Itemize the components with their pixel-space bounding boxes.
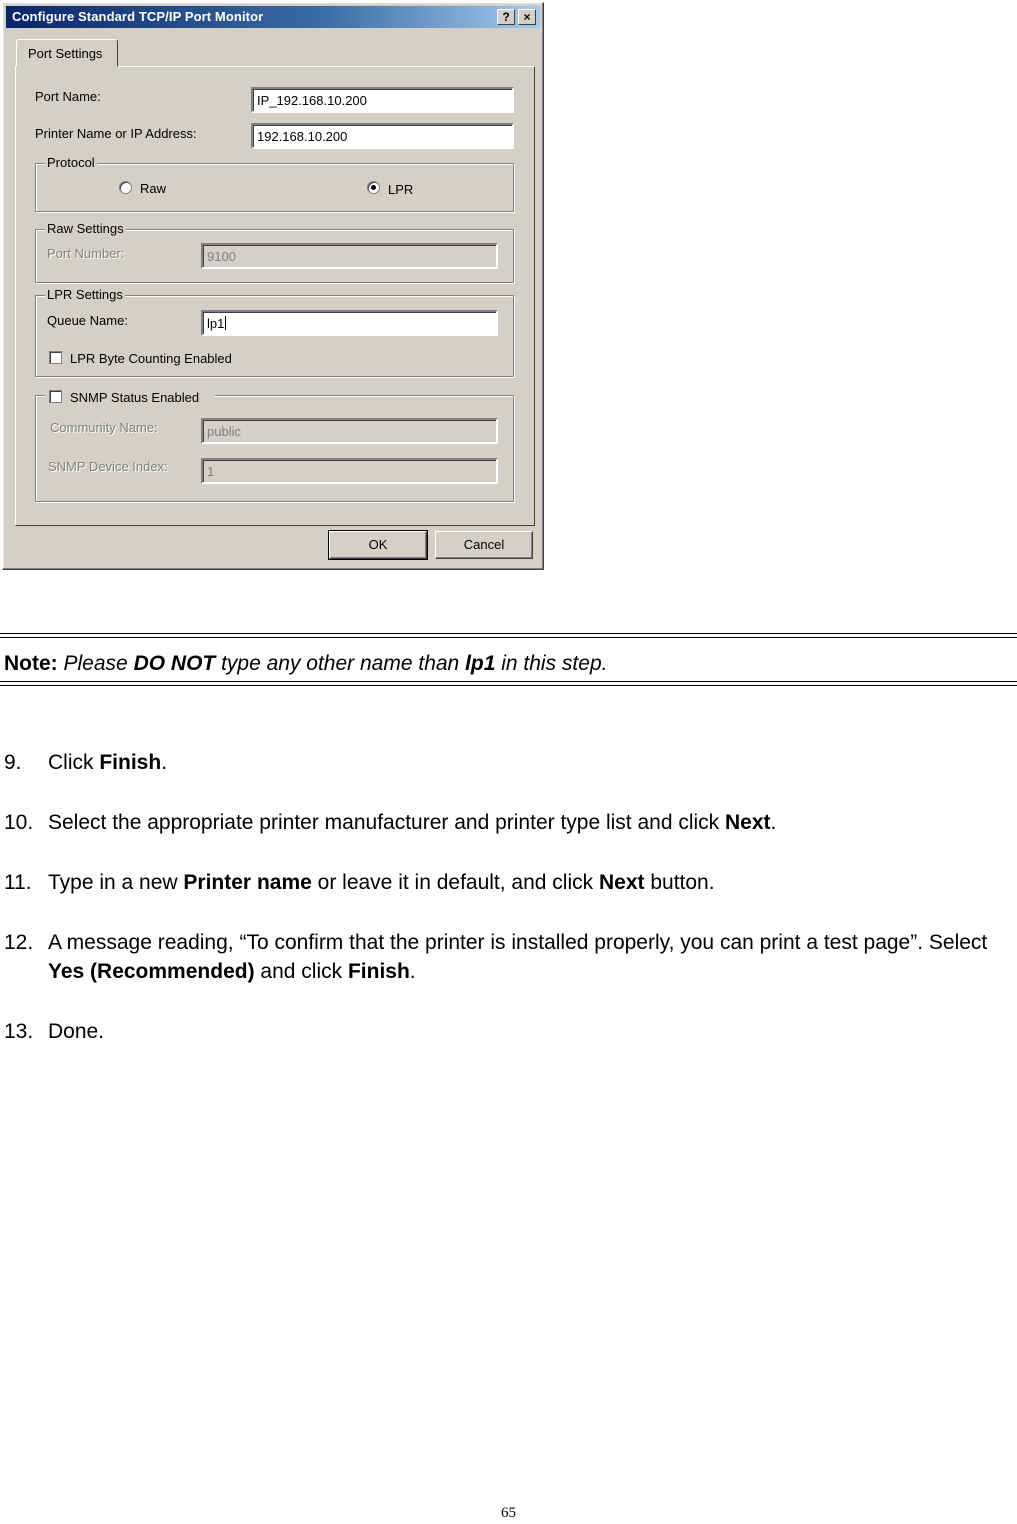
port-number-label: Port Number: bbox=[47, 246, 125, 261]
step-number: 11. bbox=[4, 871, 32, 894]
step-text-part: . bbox=[409, 960, 416, 983]
snmp-group bbox=[35, 395, 514, 502]
note-text bbox=[4, 652, 607, 676]
step-text bbox=[48, 808, 1017, 837]
port-name-label: Port Name: bbox=[35, 89, 101, 104]
lpr-radio[interactable] bbox=[367, 181, 380, 194]
help-button[interactable]: ? bbox=[497, 9, 515, 25]
snmp-enabled-checkbox[interactable] bbox=[49, 390, 62, 403]
step-text-part: . bbox=[161, 751, 168, 774]
port-name-input[interactable]: IP_192.168.10.200 bbox=[251, 87, 514, 113]
step-text bbox=[48, 928, 1017, 986]
note-part-1: Please bbox=[57, 652, 134, 675]
step-text-part: button. bbox=[644, 871, 715, 894]
community-name-input: public bbox=[201, 418, 498, 444]
step-emph: Printer name bbox=[183, 871, 312, 894]
title-bar bbox=[6, 6, 540, 28]
step-text bbox=[48, 1017, 1017, 1046]
close-button[interactable]: × bbox=[518, 9, 536, 25]
lpr-radio-label: LPR bbox=[388, 182, 414, 197]
step-number: 10. bbox=[4, 811, 34, 834]
step-text-part: Select the appropriate printer manufacturer and printer type list and click bbox=[48, 811, 726, 834]
protocol-legend: Protocol bbox=[47, 155, 95, 170]
note-part-3: in this step. bbox=[495, 652, 608, 675]
note-emph-2: lp1 bbox=[465, 652, 496, 675]
queue-name-label: Queue Name: bbox=[47, 313, 128, 328]
note-emph-1: DO NOT bbox=[133, 652, 216, 675]
note-rule-bottom-2 bbox=[0, 685, 1017, 686]
step-text bbox=[48, 748, 1017, 777]
step-emph: Finish bbox=[347, 960, 410, 983]
raw-radio[interactable] bbox=[119, 181, 132, 194]
queue-name-value: lp1 bbox=[207, 316, 225, 331]
snmp-enabled-label: SNMP Status Enabled bbox=[70, 390, 200, 405]
step-number: 13. bbox=[4, 1020, 34, 1043]
raw-radio-label: Raw bbox=[140, 181, 167, 196]
note-rule-top-1 bbox=[0, 633, 1017, 634]
cancel-button[interactable]: Cancel bbox=[435, 531, 533, 559]
step-number: 12. bbox=[4, 931, 34, 954]
text-caret bbox=[225, 316, 226, 330]
note-part-2: type any other name than bbox=[215, 652, 466, 675]
community-name-label: Community Name: bbox=[50, 420, 158, 435]
step-emph: Next bbox=[598, 871, 645, 894]
printer-address-input[interactable]: 192.168.10.200 bbox=[251, 123, 514, 149]
byte-counting-checkbox[interactable] bbox=[49, 351, 62, 364]
page-number: 65 bbox=[501, 1505, 516, 1521]
step-emph: Next bbox=[725, 811, 771, 834]
tab-port-settings[interactable]: Port Settings bbox=[16, 39, 118, 67]
step-text-part: or leave it in default, and click bbox=[311, 871, 599, 894]
note-prefix: Note: bbox=[4, 652, 58, 675]
lpr-settings-legend: LPR Settings bbox=[47, 287, 123, 302]
step-text-part: and click bbox=[254, 960, 348, 983]
raw-settings-legend: Raw Settings bbox=[47, 221, 124, 236]
printer-address-label: Printer Name or IP Address: bbox=[35, 126, 197, 141]
port-number-input: 9100 bbox=[201, 243, 498, 269]
byte-counting-label: LPR Byte Counting Enabled bbox=[70, 351, 232, 366]
note-rule-top-2 bbox=[0, 637, 1017, 638]
radio-selected-dot bbox=[371, 185, 376, 190]
step-text-part: . bbox=[770, 811, 777, 834]
step-text-part: Done. bbox=[48, 1020, 105, 1043]
step-text-part: A message reading, “To confirm that the printer is installed properly, you can print a test page”. Select bbox=[48, 931, 988, 954]
dialog-title: Configure Standard TCP/IP Port Monitor bbox=[12, 9, 264, 24]
step-text bbox=[48, 868, 1017, 897]
step-emph: Finish bbox=[99, 751, 162, 774]
protocol-group bbox=[35, 155, 514, 212]
tcpip-port-dialog bbox=[2, 2, 544, 570]
step-text-part: Type in a new bbox=[48, 871, 184, 894]
step-text-part: Click bbox=[48, 751, 100, 774]
step-number: 9. bbox=[4, 751, 22, 774]
note-rule-bottom-1 bbox=[0, 681, 1017, 682]
ok-button[interactable]: OK bbox=[329, 531, 427, 559]
step-emph: Yes (Recommended) bbox=[48, 960, 255, 983]
device-index-label: SNMP Device Index: bbox=[48, 459, 168, 474]
queue-name-input[interactable] bbox=[201, 310, 498, 336]
device-index-input: 1 bbox=[201, 458, 498, 484]
